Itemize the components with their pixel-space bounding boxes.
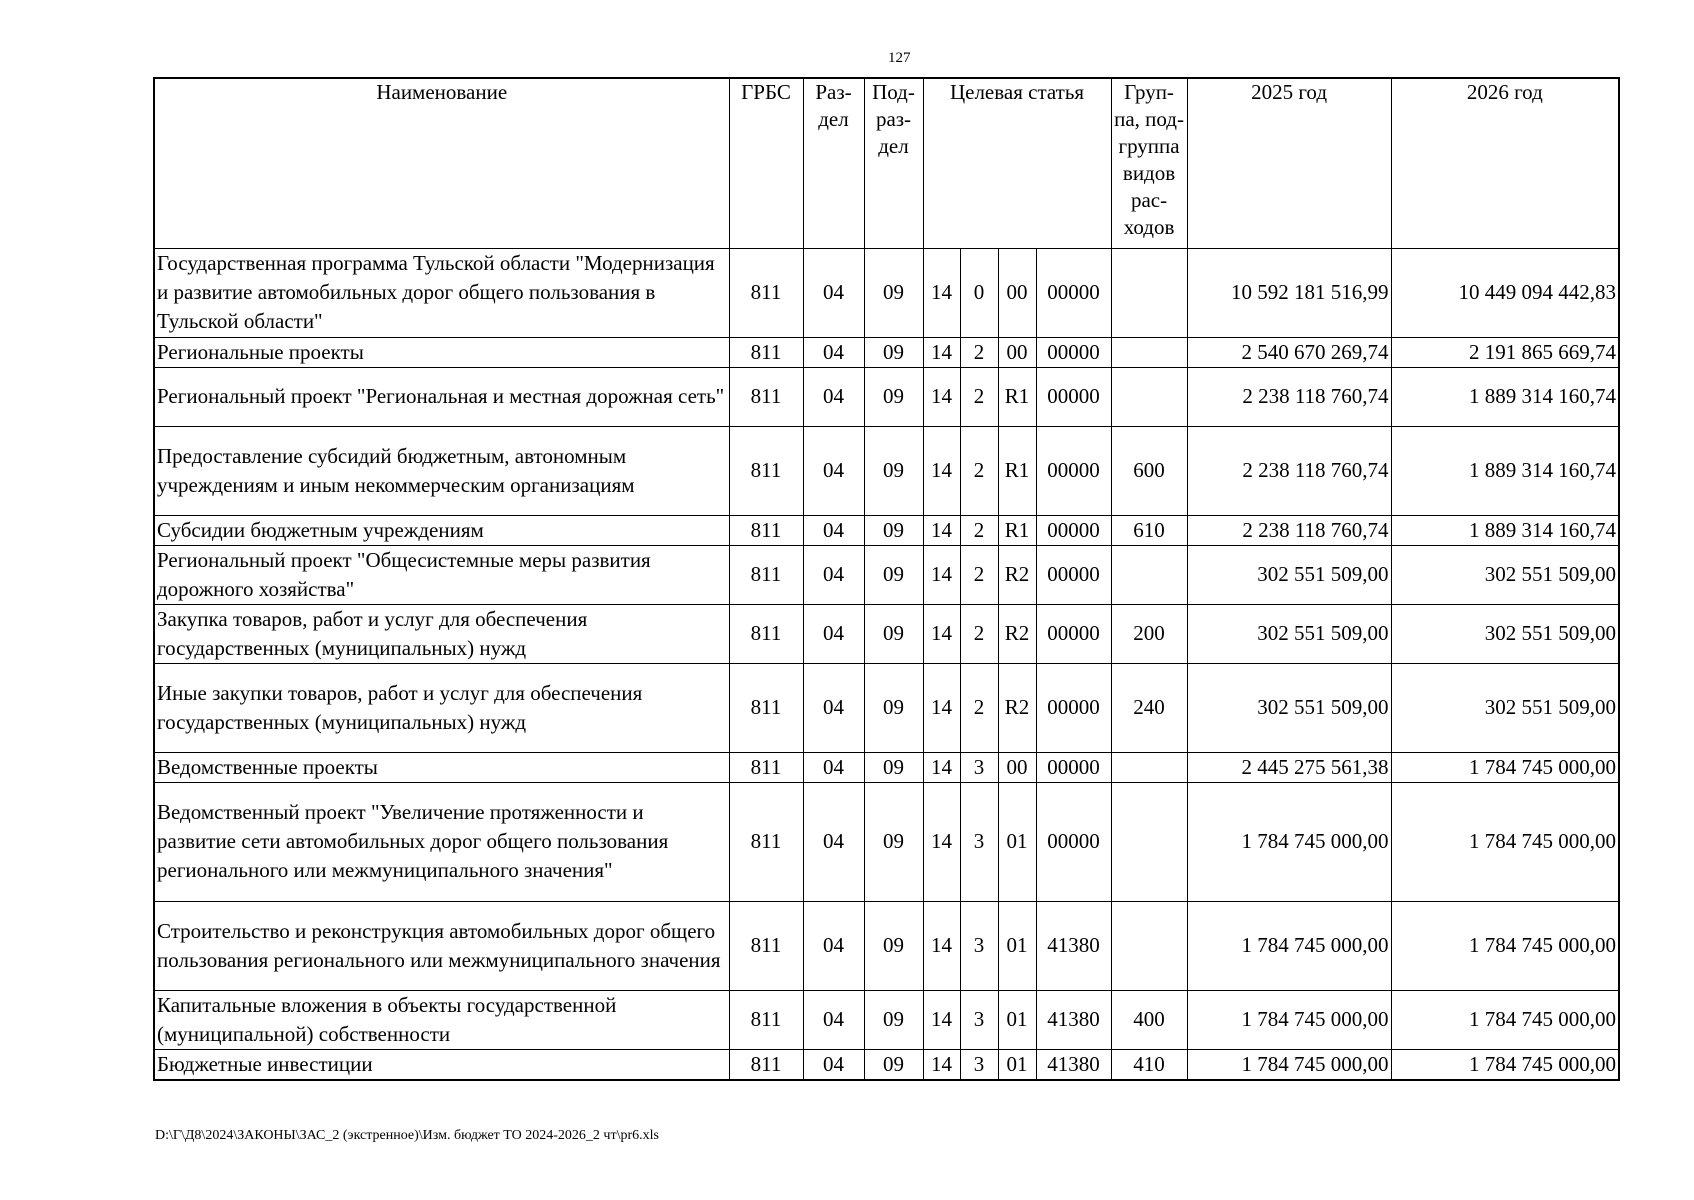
row-target-program: 14: [923, 990, 960, 1049]
row-target-code: 00000: [1036, 367, 1111, 426]
row-amount-2026: 1 784 745 000,00: [1391, 752, 1619, 782]
row-target-block: 01: [998, 1049, 1036, 1080]
table-row: [154, 545, 1619, 604]
header-year-2026: 2026 год: [1391, 78, 1619, 248]
row-name: Субсидии бюджетным учреждениям: [154, 515, 729, 545]
row-subsection: 09: [864, 426, 923, 515]
row-target-block: 00: [998, 752, 1036, 782]
row-name: Ведомственные проекты: [154, 752, 729, 782]
row-target-type: 2: [960, 337, 998, 367]
row-expense-group: [1111, 248, 1187, 337]
row-amount-2026: 1 784 745 000,00: [1391, 990, 1619, 1049]
row-target-program: 14: [923, 248, 960, 337]
header-subsection: Под- раз- дел: [864, 78, 923, 248]
row-subsection: 09: [864, 367, 923, 426]
row-grbs: 811: [729, 545, 803, 604]
budget-table: [153, 77, 1620, 1081]
row-section: 04: [803, 901, 864, 990]
row-target-block: 00: [998, 337, 1036, 367]
row-subsection: 09: [864, 604, 923, 663]
table-row: [154, 604, 1619, 663]
row-expense-group: 610: [1111, 515, 1187, 545]
row-amount-2026: 302 551 509,00: [1391, 545, 1619, 604]
row-subsection: 09: [864, 337, 923, 367]
row-target-program: 14: [923, 545, 960, 604]
row-amount-2026: 302 551 509,00: [1391, 663, 1619, 752]
row-amount-2026: 1 784 745 000,00: [1391, 901, 1619, 990]
row-subsection: 09: [864, 752, 923, 782]
row-target-block: R1: [998, 426, 1036, 515]
row-expense-group: [1111, 545, 1187, 604]
row-target-code: 00000: [1036, 248, 1111, 337]
row-subsection: 09: [864, 1049, 923, 1080]
row-amount-2026: 10 449 094 442,83: [1391, 248, 1619, 337]
row-grbs: 811: [729, 663, 803, 752]
row-target-program: 14: [923, 782, 960, 901]
row-target-code: 00000: [1036, 663, 1111, 752]
row-expense-group: 200: [1111, 604, 1187, 663]
row-target-type: 2: [960, 604, 998, 663]
row-expense-group: 600: [1111, 426, 1187, 515]
row-amount-2025: 2 238 118 760,74: [1187, 367, 1391, 426]
row-amount-2025: 2 238 118 760,74: [1187, 515, 1391, 545]
row-name: Региональный проект "Региональная и местная дорожная сеть": [154, 367, 729, 426]
row-target-type: 2: [960, 663, 998, 752]
file-path-footer: D:\Г\Д8\2024\ЗАКОНЫ\ЗАС_2 (экстренное)\Изм. бюджет ТО 2024-2026_2 чт\pr6.xls: [155, 1128, 659, 1143]
row-target-block: R1: [998, 515, 1036, 545]
row-target-code: 00000: [1036, 337, 1111, 367]
row-section: 04: [803, 663, 864, 752]
row-amount-2026: 302 551 509,00: [1391, 604, 1619, 663]
row-expense-group: 410: [1111, 1049, 1187, 1080]
row-target-program: 14: [923, 752, 960, 782]
page-number: 127: [888, 50, 911, 66]
row-target-type: 2: [960, 367, 998, 426]
row-amount-2025: 1 784 745 000,00: [1187, 990, 1391, 1049]
row-grbs: 811: [729, 337, 803, 367]
row-subsection: 09: [864, 663, 923, 752]
row-subsection: 09: [864, 545, 923, 604]
row-target-code: 41380: [1036, 901, 1111, 990]
row-section: 04: [803, 1049, 864, 1080]
row-name: Региональные проекты: [154, 337, 729, 367]
row-name: Региональный проект "Общесистемные меры развития дорожного хозяйства": [154, 545, 729, 604]
row-target-program: 14: [923, 901, 960, 990]
row-amount-2026: 1 889 314 160,74: [1391, 367, 1619, 426]
row-subsection: 09: [864, 901, 923, 990]
row-amount-2025: 2 445 275 561,38: [1187, 752, 1391, 782]
row-target-block: 01: [998, 990, 1036, 1049]
row-section: 04: [803, 515, 864, 545]
row-amount-2026: 1 784 745 000,00: [1391, 1049, 1619, 1080]
table-row: [154, 990, 1619, 1049]
row-grbs: 811: [729, 1049, 803, 1080]
row-section: 04: [803, 426, 864, 515]
row-target-block: 01: [998, 782, 1036, 901]
row-amount-2026: 1 889 314 160,74: [1391, 515, 1619, 545]
header-row: [154, 78, 1619, 248]
row-name: Строительство и реконструкция автомобильных дорог общего пользования регионального или межмуниципального значения: [154, 901, 729, 990]
row-subsection: 09: [864, 515, 923, 545]
row-expense-group: [1111, 337, 1187, 367]
row-grbs: 811: [729, 604, 803, 663]
header-grbs: ГРБС: [729, 78, 803, 248]
row-target-block: R2: [998, 663, 1036, 752]
row-target-program: 14: [923, 367, 960, 426]
header-name: Наименование: [154, 78, 729, 248]
table-row: [154, 1049, 1619, 1080]
row-grbs: 811: [729, 752, 803, 782]
row-amount-2025: 1 784 745 000,00: [1187, 782, 1391, 901]
row-target-type: 3: [960, 782, 998, 901]
row-name: Иные закупки товаров, работ и услуг для обеспечения государственных (муниципальных) нужд: [154, 663, 729, 752]
row-section: 04: [803, 337, 864, 367]
row-amount-2025: 302 551 509,00: [1187, 545, 1391, 604]
row-target-type: 3: [960, 990, 998, 1049]
row-grbs: 811: [729, 515, 803, 545]
row-grbs: 811: [729, 426, 803, 515]
row-target-program: 14: [923, 1049, 960, 1080]
row-name: Ведомственный проект "Увеличение протяженности и развитие сети автомобильных дорог общего пользования регионального или межмуниципального значения": [154, 782, 729, 901]
row-section: 04: [803, 604, 864, 663]
row-amount-2025: 302 551 509,00: [1187, 663, 1391, 752]
row-grbs: 811: [729, 782, 803, 901]
row-section: 04: [803, 990, 864, 1049]
row-target-code: 00000: [1036, 782, 1111, 901]
row-grbs: 811: [729, 901, 803, 990]
row-expense-group: 240: [1111, 663, 1187, 752]
row-name: Предоставление субсидий бюджетным, автономным учреждениям и иным некоммерческим организациям: [154, 426, 729, 515]
row-expense-group: [1111, 752, 1187, 782]
row-amount-2025: 10 592 181 516,99: [1187, 248, 1391, 337]
row-expense-group: [1111, 901, 1187, 990]
row-amount-2026: 1 889 314 160,74: [1391, 426, 1619, 515]
row-target-type: 2: [960, 426, 998, 515]
row-grbs: 811: [729, 248, 803, 337]
row-target-type: 0: [960, 248, 998, 337]
row-amount-2026: 1 784 745 000,00: [1391, 782, 1619, 901]
row-grbs: 811: [729, 990, 803, 1049]
row-amount-2025: 2 238 118 760,74: [1187, 426, 1391, 515]
row-target-block: R2: [998, 604, 1036, 663]
row-grbs: 811: [729, 367, 803, 426]
row-target-block: R1: [998, 367, 1036, 426]
row-target-code: 41380: [1036, 990, 1111, 1049]
row-target-block: 01: [998, 901, 1036, 990]
table-row: [154, 248, 1619, 337]
row-expense-group: [1111, 782, 1187, 901]
row-target-program: 14: [923, 663, 960, 752]
row-amount-2025: 1 784 745 000,00: [1187, 901, 1391, 990]
row-name: Государственная программа Тульской области "Модернизация и развитие автомобильных дорог общего пользования в Тульской области": [154, 248, 729, 337]
row-name: Закупка товаров, работ и услуг для обеспечения государственных (муниципальных) нужд: [154, 604, 729, 663]
table-row: [154, 782, 1619, 901]
row-section: 04: [803, 782, 864, 901]
row-subsection: 09: [864, 248, 923, 337]
row-expense-group: [1111, 367, 1187, 426]
row-target-code: 41380: [1036, 1049, 1111, 1080]
row-target-code: 00000: [1036, 604, 1111, 663]
row-section: 04: [803, 367, 864, 426]
row-section: 04: [803, 248, 864, 337]
table-body: [154, 248, 1619, 1080]
row-target-type: 2: [960, 515, 998, 545]
row-section: 04: [803, 545, 864, 604]
header-section: Раз- дел: [803, 78, 864, 248]
row-target-type: 3: [960, 752, 998, 782]
row-target-code: 00000: [1036, 426, 1111, 515]
table-row: [154, 367, 1619, 426]
table-row: [154, 337, 1619, 367]
row-target-type: 3: [960, 1049, 998, 1080]
row-target-program: 14: [923, 426, 960, 515]
row-subsection: 09: [864, 782, 923, 901]
row-target-type: 3: [960, 901, 998, 990]
row-section: 04: [803, 752, 864, 782]
row-target-program: 14: [923, 337, 960, 367]
row-target-block: 00: [998, 248, 1036, 337]
row-target-code: 00000: [1036, 752, 1111, 782]
table-row: [154, 515, 1619, 545]
table-row: [154, 663, 1619, 752]
row-target-block: R2: [998, 545, 1036, 604]
row-target-code: 00000: [1036, 545, 1111, 604]
table-row: [154, 901, 1619, 990]
row-amount-2026: 2 191 865 669,74: [1391, 337, 1619, 367]
header-expense-group: Груп- па, под- группа видов рас- ходов: [1111, 78, 1187, 248]
row-amount-2025: 302 551 509,00: [1187, 604, 1391, 663]
row-subsection: 09: [864, 990, 923, 1049]
header-year-2025: 2025 год: [1187, 78, 1391, 248]
row-target-program: 14: [923, 604, 960, 663]
header-target-article: Целевая статья: [923, 78, 1111, 248]
row-expense-group: 400: [1111, 990, 1187, 1049]
row-amount-2025: 2 540 670 269,74: [1187, 337, 1391, 367]
row-target-program: 14: [923, 515, 960, 545]
row-name: Капитальные вложения в объекты государственной (муниципальной) собственности: [154, 990, 729, 1049]
table-row: [154, 752, 1619, 782]
table-row: [154, 426, 1619, 515]
row-target-code: 00000: [1036, 515, 1111, 545]
row-amount-2025: 1 784 745 000,00: [1187, 1049, 1391, 1080]
row-target-type: 2: [960, 545, 998, 604]
row-name: Бюджетные инвестиции: [154, 1049, 729, 1080]
